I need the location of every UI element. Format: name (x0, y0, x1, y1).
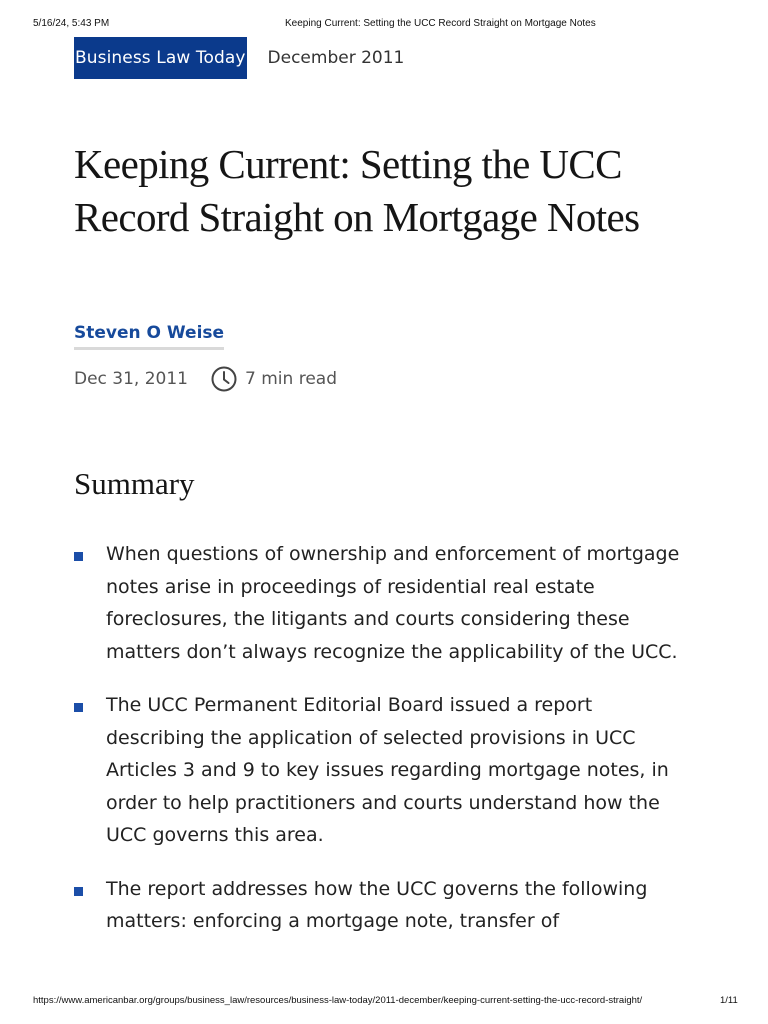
print-header (0, 18, 768, 32)
article-title: Keeping Current: Setting the UCC Record Straight on Mortgage Notes (74, 141, 640, 240)
read-time: 7 min read (245, 369, 337, 389)
print-timestamp: 5/16/24, 5:43 PM (33, 18, 110, 29)
summary-item-text: When questions of ownership and enforcement of mortgage notes arise in proceedings of residential real estate foreclosures, the litigants and courts considering these matters don’t always recognize the applicability of the UCC. (106, 543, 680, 663)
publication-bar (74, 37, 404, 79)
square-bullet-icon (74, 887, 83, 896)
summary-item (74, 689, 684, 852)
print-page-title: Keeping Current: Setting the UCC Record Straight on Mortgage Notes (285, 18, 596, 29)
summary-item-text: The report addresses how the UCC governs the following matters: enforcing a mortgage note, transfer of (106, 877, 648, 932)
summary-item (74, 873, 684, 938)
summary-heading: Summary (74, 466, 195, 501)
page-number: 1/11 (720, 995, 738, 1006)
publication-logo-link[interactable]: Business Law Today (74, 37, 247, 79)
summary-item (74, 538, 684, 668)
square-bullet-icon (74, 552, 83, 561)
author-link[interactable]: Steven O Weise (74, 323, 224, 350)
summary-item-text: The UCC Permanent Editorial Board issued a report describing the application of selected provisions in UCC Articles 3 and 9 to key issues regarding mortgage notes, in order to help practitioners and courts understand how the UCC governs this area. (106, 694, 669, 846)
issue-label: December 2011 (267, 48, 405, 68)
clock-icon (210, 365, 238, 393)
page-url: https://www.americanbar.org/groups/business_law/resources/business-law-today/2011-december/keeping-current-setting-the-ucc-record-straight/ (33, 995, 643, 1006)
square-bullet-icon (74, 703, 83, 712)
article-meta (74, 365, 337, 393)
print-footer (0, 995, 768, 1009)
publish-date: Dec 31, 2011 (74, 369, 189, 389)
summary-list (74, 538, 684, 938)
